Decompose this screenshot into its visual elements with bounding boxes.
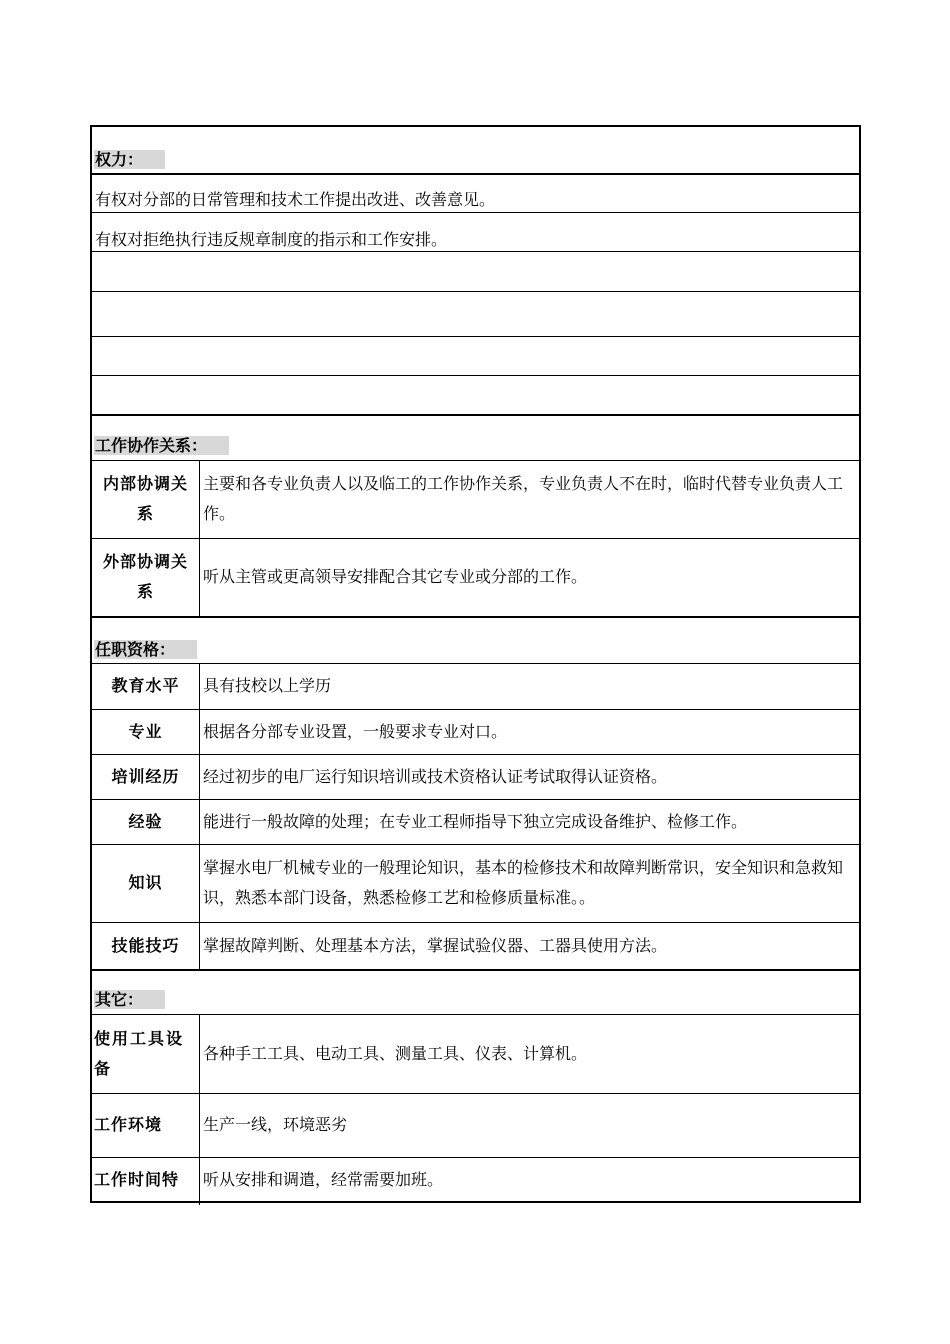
- value-major: 根据各分部专业设置，一般要求专业对口。: [203, 721, 508, 741]
- label-tools: 使用工具设备: [94, 1028, 185, 1078]
- row-divider: [92, 375, 859, 376]
- value-training: 经过初步的电厂运行知识培训或技术资格认证考试取得认证资格。: [203, 766, 668, 786]
- value-experience: 能进行一般故障的处理；在专业工程师指导下独立完成设备维护、检修工作。: [203, 811, 748, 831]
- label-knowledge: 知识: [128, 873, 163, 892]
- label-environment: 工作环境: [94, 1115, 163, 1134]
- row-divider: [92, 291, 859, 292]
- label-experience: 经验: [128, 811, 163, 831]
- row-divider: [92, 251, 859, 252]
- value-environment: 生产一线，环境恶劣: [203, 1115, 348, 1134]
- value-work-time: 听从安排和调遣，经常需要加班。: [203, 1170, 444, 1189]
- value-education: 具有技校以上学历: [203, 676, 332, 695]
- column-divider: [199, 1014, 200, 1205]
- value-external-coordination: 听从主管或更高领导安排配合其它专业或分部的工作。: [203, 567, 588, 586]
- authority-item: 有权对拒绝执行违反规章制度的指示和工作安排。: [95, 230, 448, 249]
- value-skills: 掌握故障判断、处理基本方法，掌握试验仪器、工器具使用方法。: [203, 935, 668, 955]
- label-training: 培训经历: [111, 766, 180, 786]
- section-divider: [92, 414, 859, 416]
- section-heading-collaboration: 工作协作关系：: [94, 435, 229, 457]
- job-description-table: [90, 125, 861, 1203]
- label-skills: 技能技巧: [111, 935, 180, 955]
- authority-item: 有权对分部的日常管理和技术工作提出改进、改善意见。: [95, 190, 496, 209]
- section-divider: [92, 969, 859, 971]
- section-heading-authority: 权力：: [94, 149, 165, 171]
- value-internal-coordination: 主要和各专业负责人以及临工的工作协作关系，专业负责人不在时，临时代替专业负责人工作。: [203, 474, 844, 523]
- value-knowledge: 掌握水电厂机械专业的一般理论知识，基本的检修技术和故障判断常识，安全知识和急救知识，熟悉本部门设备，熟悉检修工艺和检修质量标准。。: [203, 858, 844, 907]
- section-heading-other: 其它：: [94, 989, 165, 1011]
- label-education: 教育水平: [111, 676, 180, 695]
- row-divider: [92, 336, 859, 337]
- value-tools: 各种手工工具、电动工具、测量工具、仪表、计算机。: [203, 1043, 588, 1063]
- section-heading-qualifications: 任职资格：: [94, 639, 197, 661]
- label-major: 专业: [128, 721, 163, 741]
- label-work-time: 工作时间特: [94, 1170, 180, 1189]
- row-divider: [92, 173, 859, 175]
- row-divider: [92, 212, 859, 213]
- section-divider: [92, 616, 859, 618]
- label-external-coordination: 外部协调关系: [102, 552, 188, 601]
- label-internal-coordination: 内部协调关系: [102, 474, 188, 523]
